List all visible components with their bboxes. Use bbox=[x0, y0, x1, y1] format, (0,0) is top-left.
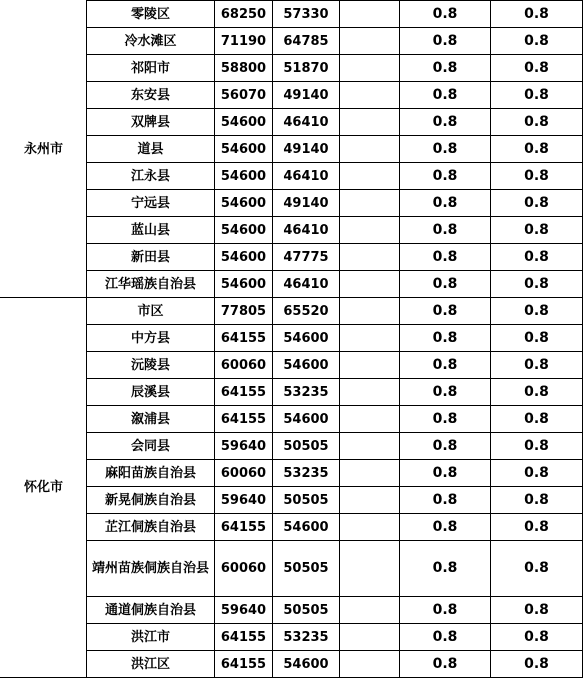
county-cell: 冷水滩区 bbox=[87, 28, 215, 55]
value-a-cell: 64155 bbox=[215, 406, 273, 433]
ratio-2-cell: 0.8 bbox=[491, 379, 583, 406]
table-row bbox=[1, 460, 583, 487]
ratio-1-cell: 0.8 bbox=[400, 460, 491, 487]
county-cell: 零陵区 bbox=[87, 1, 215, 28]
empty-cell bbox=[340, 379, 400, 406]
table-row bbox=[1, 1, 583, 28]
table-row bbox=[1, 217, 583, 244]
empty-cell bbox=[340, 298, 400, 325]
empty-cell bbox=[340, 651, 400, 678]
empty-cell bbox=[340, 28, 400, 55]
empty-cell bbox=[340, 433, 400, 460]
value-a-cell: 54600 bbox=[215, 190, 273, 217]
value-a-cell: 60060 bbox=[215, 541, 273, 597]
county-cell: 双牌县 bbox=[87, 109, 215, 136]
table-row bbox=[1, 406, 583, 433]
value-b-cell: 54600 bbox=[273, 651, 340, 678]
value-b-cell: 49140 bbox=[273, 82, 340, 109]
ratio-2-cell: 0.8 bbox=[491, 244, 583, 271]
city-cell: 永州市 bbox=[1, 1, 87, 298]
value-b-cell: 53235 bbox=[273, 379, 340, 406]
county-cell: 通道侗族自治县 bbox=[87, 597, 215, 624]
ratio-1-cell: 0.8 bbox=[400, 163, 491, 190]
ratio-1-cell: 0.8 bbox=[400, 651, 491, 678]
value-b-cell: 46410 bbox=[273, 217, 340, 244]
value-a-cell: 77805 bbox=[215, 298, 273, 325]
value-b-cell: 51870 bbox=[273, 55, 340, 82]
ratio-1-cell: 0.8 bbox=[400, 541, 491, 597]
table-row bbox=[1, 487, 583, 514]
city-cell: 怀化市 bbox=[1, 298, 87, 678]
county-cell: 中方县 bbox=[87, 325, 215, 352]
county-cell: 洪江市 bbox=[87, 624, 215, 651]
county-cell: 道县 bbox=[87, 136, 215, 163]
value-a-cell: 54600 bbox=[215, 136, 273, 163]
ratio-2-cell: 0.8 bbox=[491, 109, 583, 136]
table-row bbox=[1, 28, 583, 55]
ratio-2-cell: 0.8 bbox=[491, 298, 583, 325]
ratio-2-cell: 0.8 bbox=[491, 271, 583, 298]
value-b-cell: 46410 bbox=[273, 109, 340, 136]
value-b-cell: 50505 bbox=[273, 541, 340, 597]
value-b-cell: 46410 bbox=[273, 163, 340, 190]
ratio-1-cell: 0.8 bbox=[400, 298, 491, 325]
ratio-1-cell: 0.8 bbox=[400, 433, 491, 460]
county-cell: 祁阳市 bbox=[87, 55, 215, 82]
empty-cell bbox=[340, 217, 400, 244]
empty-cell bbox=[340, 460, 400, 487]
empty-cell bbox=[340, 109, 400, 136]
value-a-cell: 71190 bbox=[215, 28, 273, 55]
table-row bbox=[1, 541, 583, 597]
value-a-cell: 59640 bbox=[215, 597, 273, 624]
empty-cell bbox=[340, 325, 400, 352]
ratio-1-cell: 0.8 bbox=[400, 136, 491, 163]
empty-cell bbox=[340, 514, 400, 541]
ratio-2-cell: 0.8 bbox=[491, 217, 583, 244]
ratio-1-cell: 0.8 bbox=[400, 1, 491, 28]
county-cell: 洪江区 bbox=[87, 651, 215, 678]
county-cell: 麻阳苗族自治县 bbox=[87, 460, 215, 487]
value-b-cell: 49140 bbox=[273, 136, 340, 163]
table-row bbox=[1, 379, 583, 406]
county-cell: 江永县 bbox=[87, 163, 215, 190]
table-row bbox=[1, 190, 583, 217]
value-b-cell: 49140 bbox=[273, 190, 340, 217]
ratio-2-cell: 0.8 bbox=[491, 460, 583, 487]
value-a-cell: 64155 bbox=[215, 325, 273, 352]
value-a-cell: 54600 bbox=[215, 109, 273, 136]
value-b-cell: 54600 bbox=[273, 352, 340, 379]
empty-cell bbox=[340, 624, 400, 651]
ratio-1-cell: 0.8 bbox=[400, 28, 491, 55]
county-cell: 蓝山县 bbox=[87, 217, 215, 244]
empty-cell bbox=[340, 406, 400, 433]
ratio-2-cell: 0.8 bbox=[491, 433, 583, 460]
ratio-2-cell: 0.8 bbox=[491, 82, 583, 109]
ratio-1-cell: 0.8 bbox=[400, 514, 491, 541]
table-row bbox=[1, 82, 583, 109]
ratio-1-cell: 0.8 bbox=[400, 244, 491, 271]
county-cell: 辰溪县 bbox=[87, 379, 215, 406]
table-row bbox=[1, 244, 583, 271]
county-cell: 芷江侗族自治县 bbox=[87, 514, 215, 541]
value-b-cell: 54600 bbox=[273, 406, 340, 433]
value-b-cell: 50505 bbox=[273, 597, 340, 624]
table-body bbox=[1, 1, 583, 678]
value-a-cell: 64155 bbox=[215, 624, 273, 651]
value-a-cell: 68250 bbox=[215, 1, 273, 28]
ratio-1-cell: 0.8 bbox=[400, 624, 491, 651]
ratio-2-cell: 0.8 bbox=[491, 651, 583, 678]
table-row bbox=[1, 651, 583, 678]
value-a-cell: 54600 bbox=[215, 217, 273, 244]
ratio-1-cell: 0.8 bbox=[400, 406, 491, 433]
empty-cell bbox=[340, 541, 400, 597]
value-a-cell: 64155 bbox=[215, 379, 273, 406]
empty-cell bbox=[340, 55, 400, 82]
county-cell: 沅陵县 bbox=[87, 352, 215, 379]
ratio-1-cell: 0.8 bbox=[400, 55, 491, 82]
value-a-cell: 59640 bbox=[215, 487, 273, 514]
ratio-2-cell: 0.8 bbox=[491, 352, 583, 379]
ratio-1-cell: 0.8 bbox=[400, 190, 491, 217]
value-b-cell: 50505 bbox=[273, 433, 340, 460]
value-a-cell: 56070 bbox=[215, 82, 273, 109]
table-row bbox=[1, 136, 583, 163]
table-row bbox=[1, 298, 583, 325]
value-a-cell: 58800 bbox=[215, 55, 273, 82]
value-a-cell: 54600 bbox=[215, 244, 273, 271]
ratio-2-cell: 0.8 bbox=[491, 163, 583, 190]
county-cell: 会同县 bbox=[87, 433, 215, 460]
value-a-cell: 64155 bbox=[215, 651, 273, 678]
value-b-cell: 54600 bbox=[273, 514, 340, 541]
value-b-cell: 46410 bbox=[273, 271, 340, 298]
value-b-cell: 53235 bbox=[273, 624, 340, 651]
ratio-2-cell: 0.8 bbox=[491, 1, 583, 28]
county-cell: 东安县 bbox=[87, 82, 215, 109]
empty-cell bbox=[340, 244, 400, 271]
empty-cell bbox=[340, 352, 400, 379]
county-cell: 溆浦县 bbox=[87, 406, 215, 433]
ratio-2-cell: 0.8 bbox=[491, 514, 583, 541]
ratio-2-cell: 0.8 bbox=[491, 597, 583, 624]
value-b-cell: 47775 bbox=[273, 244, 340, 271]
table-row bbox=[1, 514, 583, 541]
empty-cell bbox=[340, 271, 400, 298]
empty-cell bbox=[340, 1, 400, 28]
value-b-cell: 64785 bbox=[273, 28, 340, 55]
value-a-cell: 60060 bbox=[215, 352, 273, 379]
value-b-cell: 50505 bbox=[273, 487, 340, 514]
county-cell: 新晃侗族自治县 bbox=[87, 487, 215, 514]
table-row bbox=[1, 163, 583, 190]
value-b-cell: 57330 bbox=[273, 1, 340, 28]
ratio-2-cell: 0.8 bbox=[491, 624, 583, 651]
ratio-1-cell: 0.8 bbox=[400, 325, 491, 352]
value-a-cell: 54600 bbox=[215, 163, 273, 190]
county-cell: 市区 bbox=[87, 298, 215, 325]
county-cell: 宁远县 bbox=[87, 190, 215, 217]
table-row bbox=[1, 624, 583, 651]
value-a-cell: 64155 bbox=[215, 514, 273, 541]
table-row bbox=[1, 352, 583, 379]
empty-cell bbox=[340, 487, 400, 514]
ratio-1-cell: 0.8 bbox=[400, 352, 491, 379]
table-row bbox=[1, 109, 583, 136]
county-cell: 靖州苗族侗族自治县 bbox=[87, 541, 215, 597]
ratio-2-cell: 0.8 bbox=[491, 325, 583, 352]
ratio-1-cell: 0.8 bbox=[400, 379, 491, 406]
ratio-2-cell: 0.8 bbox=[491, 136, 583, 163]
table-row bbox=[1, 597, 583, 624]
value-a-cell: 60060 bbox=[215, 460, 273, 487]
ratio-2-cell: 0.8 bbox=[491, 487, 583, 514]
table-row bbox=[1, 55, 583, 82]
ratio-1-cell: 0.8 bbox=[400, 109, 491, 136]
value-b-cell: 54600 bbox=[273, 325, 340, 352]
county-cell: 新田县 bbox=[87, 244, 215, 271]
ratio-2-cell: 0.8 bbox=[491, 28, 583, 55]
ratio-1-cell: 0.8 bbox=[400, 217, 491, 244]
ratio-1-cell: 0.8 bbox=[400, 597, 491, 624]
value-b-cell: 65520 bbox=[273, 298, 340, 325]
county-cell: 江华瑶族自治县 bbox=[87, 271, 215, 298]
ratio-1-cell: 0.8 bbox=[400, 82, 491, 109]
value-b-cell: 53235 bbox=[273, 460, 340, 487]
value-a-cell: 54600 bbox=[215, 271, 273, 298]
ratio-1-cell: 0.8 bbox=[400, 271, 491, 298]
ratio-2-cell: 0.8 bbox=[491, 406, 583, 433]
table-row bbox=[1, 433, 583, 460]
empty-cell bbox=[340, 163, 400, 190]
table-row bbox=[1, 325, 583, 352]
empty-cell bbox=[340, 82, 400, 109]
empty-cell bbox=[340, 597, 400, 624]
ratio-2-cell: 0.8 bbox=[491, 55, 583, 82]
empty-cell bbox=[340, 190, 400, 217]
table-row bbox=[1, 271, 583, 298]
value-a-cell: 59640 bbox=[215, 433, 273, 460]
ratio-2-cell: 0.8 bbox=[491, 190, 583, 217]
ratio-2-cell: 0.8 bbox=[491, 541, 583, 597]
empty-cell bbox=[340, 136, 400, 163]
ratio-1-cell: 0.8 bbox=[400, 487, 491, 514]
